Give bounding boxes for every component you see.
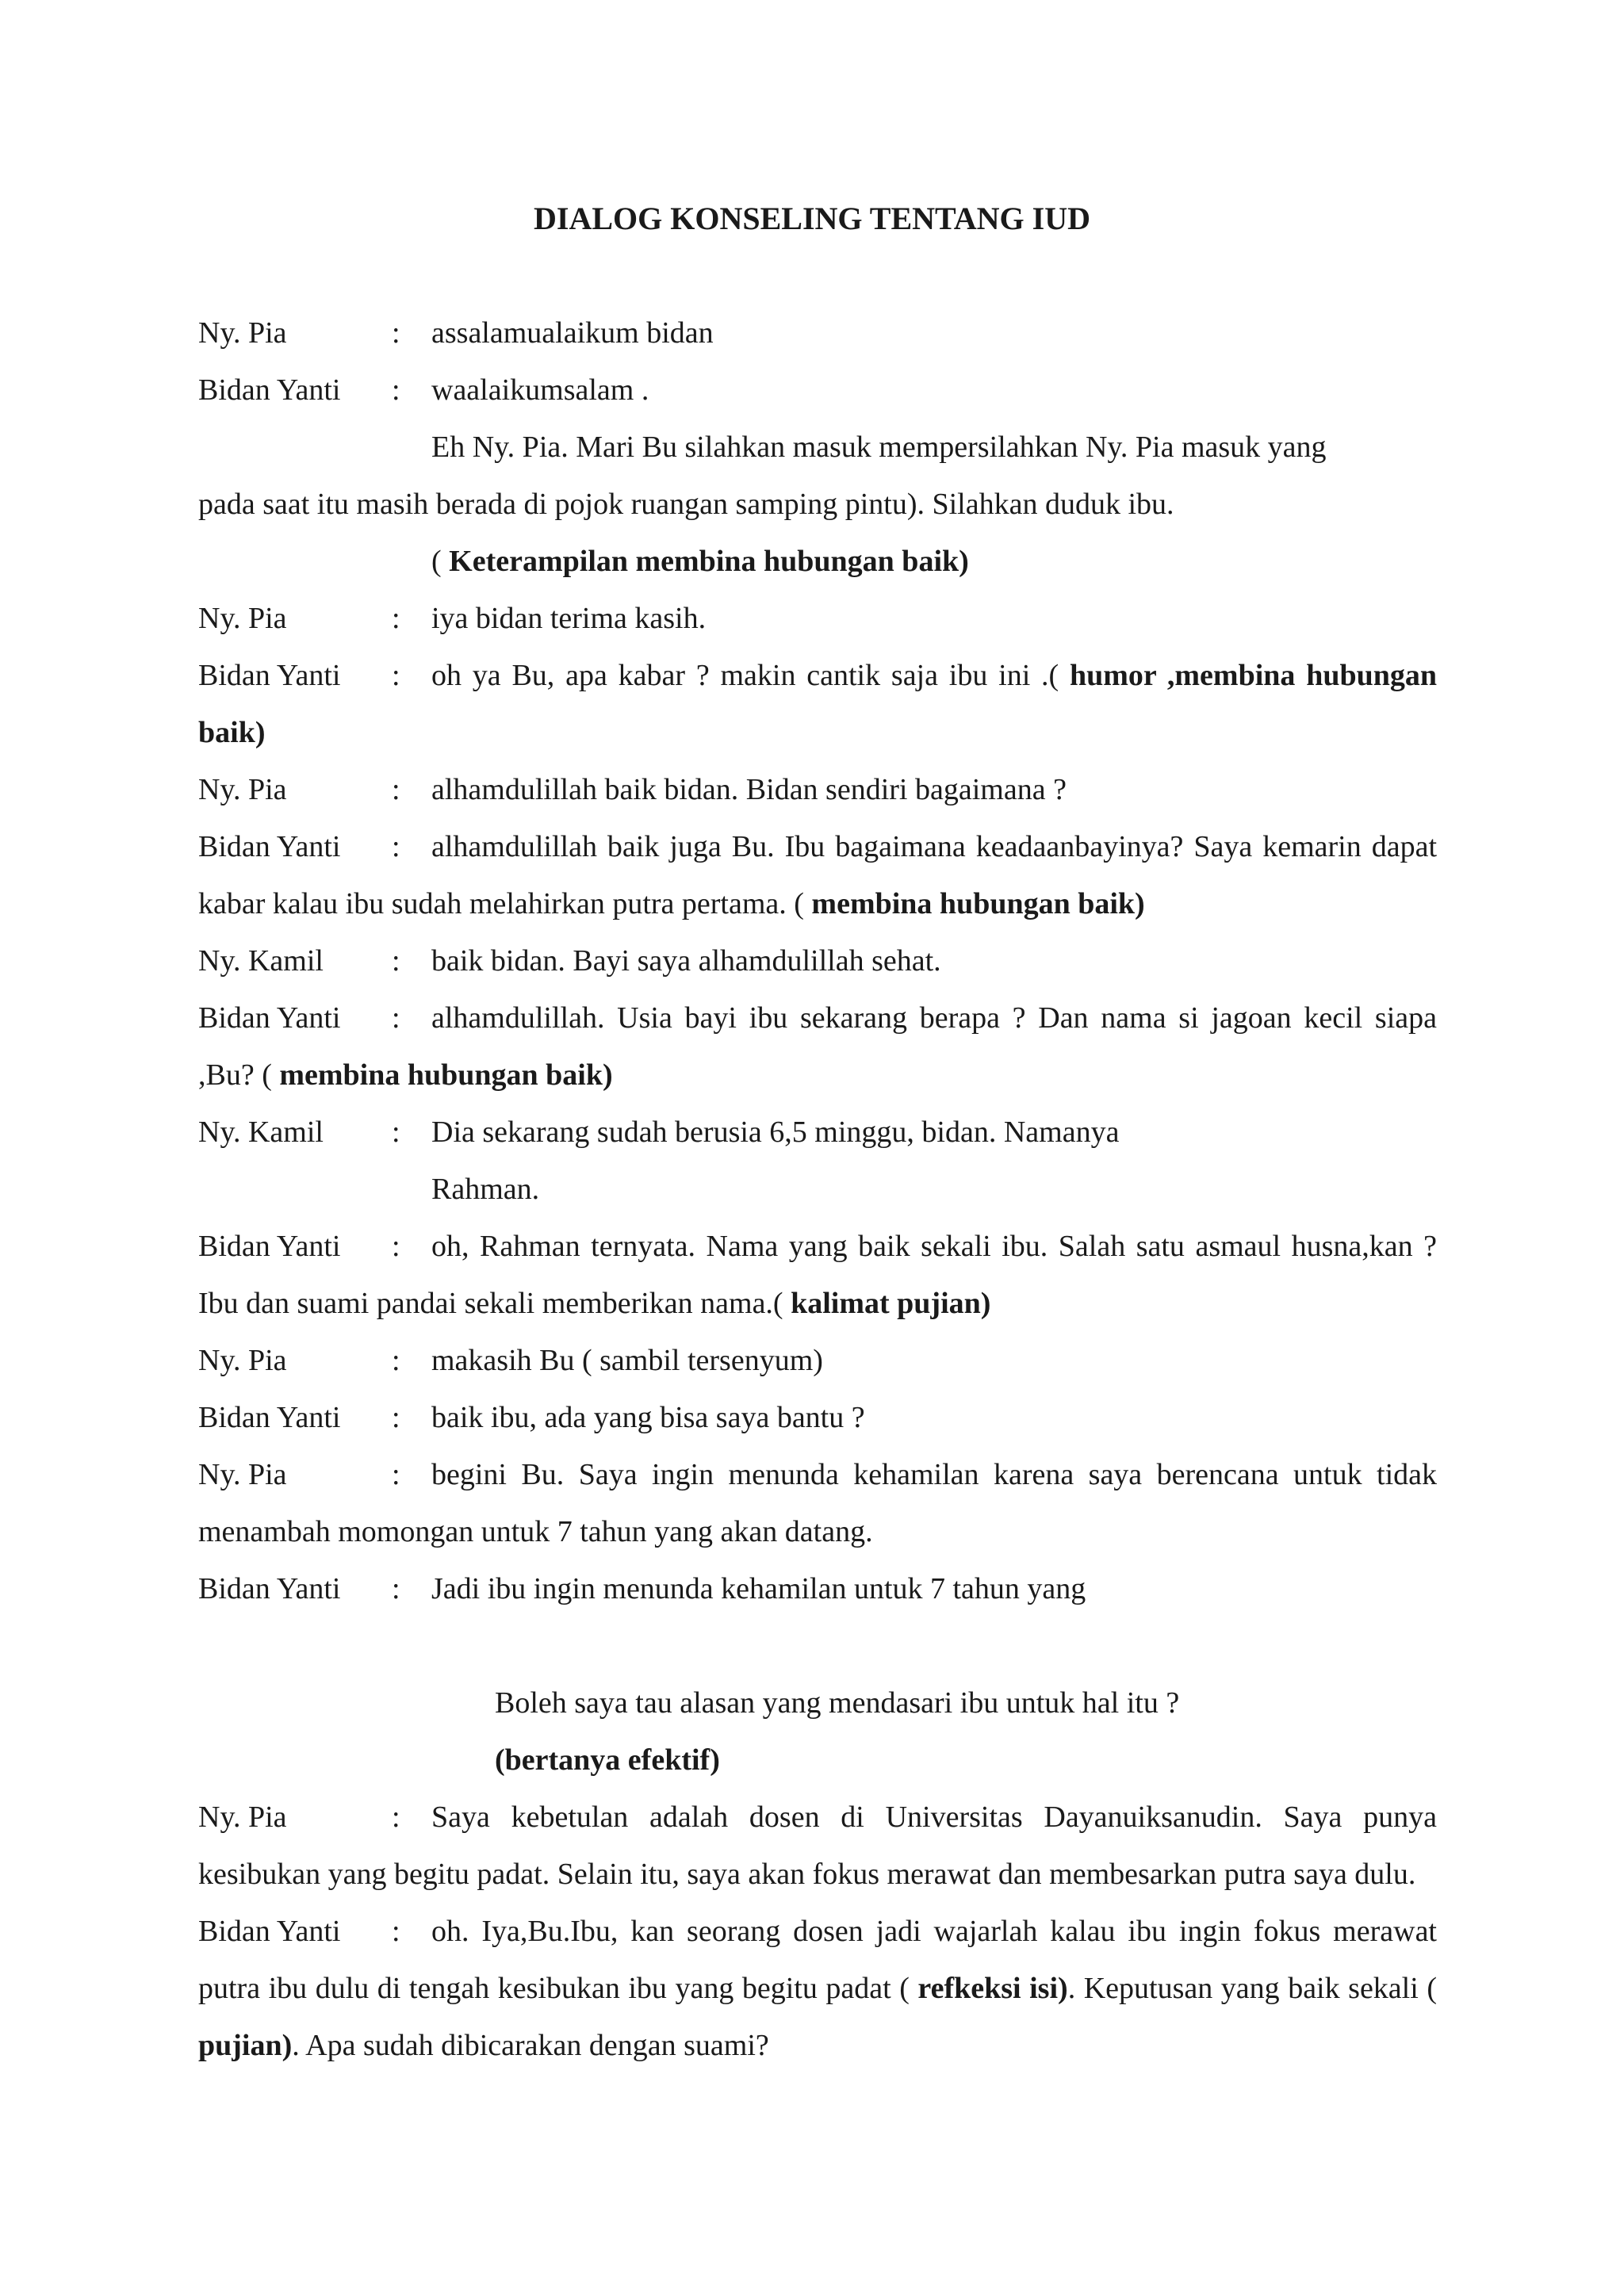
dialog-text [198, 932, 1437, 989]
dialog-text-segment: Saya kebetulan adalah dosen di Universitas Dayanuiksanudin. Saya punya kesibukan yang begitu padat. Selain itu, saya akan fokus merawat dan membesarkan putra saya dulu. [198, 1800, 1437, 1891]
dialog-entry [198, 1560, 1437, 1617]
dialog-text [198, 647, 1437, 761]
dialog-text-segment: baik bidan. Bayi saya alhamdulillah sehat. [431, 944, 941, 978]
dialog-text [198, 989, 1437, 1104]
speaker-name: Ny. Kamil [198, 944, 324, 978]
dialog-text-segment: Boleh saya tau alasan yang mendasari ibu untuk hal itu ? [495, 1686, 1180, 1720]
dialog-text [198, 1104, 1437, 1161]
skill-annotation: refkeksi isi) [917, 1972, 1068, 2005]
speaker-colon: : [392, 1458, 400, 1491]
dialog-text-segment: Dia sekarang sudah berusia 6,5 minggu, bidan. Namanya [431, 1115, 1120, 1149]
skill-annotation: membina hubungan baik) [811, 887, 1145, 920]
speaker-colon: : [392, 830, 400, 863]
dialog-text-segment: Rahman. [431, 1173, 540, 1206]
dialog-text [198, 761, 1437, 818]
dialog-paragraph [198, 476, 1437, 533]
dialog-entry [198, 1389, 1437, 1446]
dialog-entry [198, 761, 1437, 818]
dialog-body [198, 304, 1437, 2074]
speaker-colon: : [392, 1800, 400, 1834]
dialog-text [198, 304, 1437, 362]
dialog-continuation [198, 1161, 1437, 1218]
speaker-colon: : [392, 1915, 400, 1948]
speaker-colon: : [392, 944, 400, 978]
dialog-entry [198, 1903, 1437, 2074]
dialog-text-segment: pada saat itu masih berada di pojok ruangan samping pintu). Silahkan duduk ibu. [198, 488, 1174, 521]
dialog-text-segment: ( [431, 545, 450, 578]
dialog-text-segment: alhamdulillah baik juga Bu. Ibu bagaimana keadaanbayinya? Saya kemarin dapat kabar kalau ibu sudah melahirkan putra pertama. ( [198, 830, 1437, 920]
speaker-name: Bidan Yanti [198, 830, 341, 863]
speaker-name: Bidan Yanti [198, 1915, 341, 1948]
speaker-name: Ny. Pia [198, 316, 287, 350]
dialog-entry [198, 989, 1437, 1104]
dialog-text [198, 590, 1437, 647]
speaker-colon: : [392, 1344, 400, 1377]
dialog-entry [198, 1446, 1437, 1560]
dialog-entry [198, 932, 1437, 989]
dialog-text-segment: . Keputusan yang baik sekali ( [1067, 1972, 1437, 2005]
speaker-colon: : [392, 1115, 400, 1149]
dialog-text [198, 1446, 1437, 1560]
dialog-text-segment: assalamualaikum bidan [431, 316, 714, 350]
skill-annotation: membina hubungan baik) [279, 1058, 613, 1092]
speaker-colon: : [392, 316, 400, 350]
dialog-text-segment: . Apa sudah dibicarakan dengan suami? [292, 2029, 769, 2062]
dialog-entry [198, 304, 1437, 362]
dialog-text-segment: oh, Rahman ternyata. Nama yang baik sekali ibu. Salah satu asmaul husna,kan ? Ibu dan suami pandai sekali memberikan nama.( [198, 1230, 1437, 1320]
skill-annotation: pujian) [198, 2029, 293, 2062]
dialog-entry [198, 1789, 1437, 1903]
speaker-colon: : [392, 373, 400, 407]
dialog-text-segment: oh ya Bu, apa kabar ? makin cantik saja ibu ini .( [431, 659, 1070, 692]
dialog-continuation [198, 1674, 1437, 1732]
speaker-colon: : [392, 773, 400, 806]
speaker-name: Ny. Pia [198, 1800, 287, 1834]
dialog-text-segment: makasih Bu ( sambil tersenyum) [431, 1344, 823, 1377]
speaker-name: Ny. Kamil [198, 1115, 324, 1149]
speaker-name: Ny. Pia [198, 1344, 287, 1377]
dialog-entry [198, 1104, 1437, 1161]
speaker-name: Bidan Yanti [198, 659, 341, 692]
dialog-text-segment: baik ibu, ada yang bisa saya bantu ? [431, 1401, 865, 1434]
dialog-text [198, 1218, 1437, 1332]
blank-line [198, 1617, 1437, 1674]
dialog-text-segment: alhamdulillah baik bidan. Bidan sendiri bagaimana ? [431, 773, 1067, 806]
dialog-text-segment: Jadi ibu ingin menunda kehamilan untuk 7 tahun yang [431, 1572, 1086, 1605]
speaker-colon: : [392, 1230, 400, 1263]
dialog-text-segment: begini Bu. Saya ingin menunda kehamilan karena saya berencana untuk tidak menambah momongan untuk 7 tahun yang akan datang. [198, 1458, 1437, 1548]
speaker-name: Bidan Yanti [198, 1230, 341, 1263]
skill-annotation: (bertanya efektif) [495, 1743, 720, 1777]
speaker-colon: : [392, 659, 400, 692]
speaker-name: Ny. Pia [198, 773, 287, 806]
dialog-entry [198, 590, 1437, 647]
dialog-entry [198, 647, 1437, 761]
dialog-text [198, 1389, 1437, 1446]
dialog-text-segment: oh. Iya,Bu.Ibu, kan seorang dosen jadi wajarlah kalau ibu ingin fokus merawat putra ibu dulu di tengah kesibukan ibu yang begitu padat ( [198, 1915, 1437, 2005]
dialog-text [198, 818, 1437, 932]
dialog-continuation [198, 533, 1437, 590]
dialog-entry [198, 1218, 1437, 1332]
dialog-continuation [198, 419, 1437, 476]
dialog-text [198, 1332, 1437, 1389]
speaker-name: Ny. Pia [198, 602, 287, 635]
dialog-text-segment: iya bidan terima kasih. [431, 602, 707, 635]
dialog-text [198, 362, 1437, 419]
dialog-entry [198, 818, 1437, 932]
document-title: DIALOG KONSELING TENTANG IUD [534, 201, 1090, 236]
speaker-name: Bidan Yanti [198, 373, 341, 407]
dialog-text [198, 1903, 1437, 2074]
dialog-text-segment: alhamdulillah. Usia bayi ibu sekarang berapa ? Dan nama si jagoan kecil siapa ,Bu? ( [198, 1001, 1437, 1092]
dialog-text-segment: Eh Ny. Pia. Mari Bu silahkan masuk mempersilahkan Ny. Pia masuk yang [431, 430, 1327, 464]
speaker-colon: : [392, 1572, 400, 1605]
speaker-colon: : [392, 602, 400, 635]
speaker-name: Ny. Pia [198, 1458, 287, 1491]
dialog-entry [198, 1332, 1437, 1389]
dialog-entry [198, 362, 1437, 419]
speaker-colon: : [392, 1401, 400, 1434]
speaker-colon: : [392, 1001, 400, 1035]
dialog-text-segment: waalaikumsalam . [431, 373, 649, 407]
dialog-text [198, 1560, 1437, 1617]
dialog-continuation [198, 1732, 1437, 1789]
skill-annotation: humor ,membina hubungan baik) [198, 659, 1437, 749]
skill-annotation: kalimat pujian) [791, 1287, 991, 1320]
speaker-name: Bidan Yanti [198, 1401, 341, 1434]
speaker-name: Bidan Yanti [198, 1001, 341, 1035]
skill-annotation: Keterampilan membina hubungan baik) [449, 545, 969, 578]
dialog-text [198, 1789, 1437, 1903]
speaker-name: Bidan Yanti [198, 1572, 341, 1605]
